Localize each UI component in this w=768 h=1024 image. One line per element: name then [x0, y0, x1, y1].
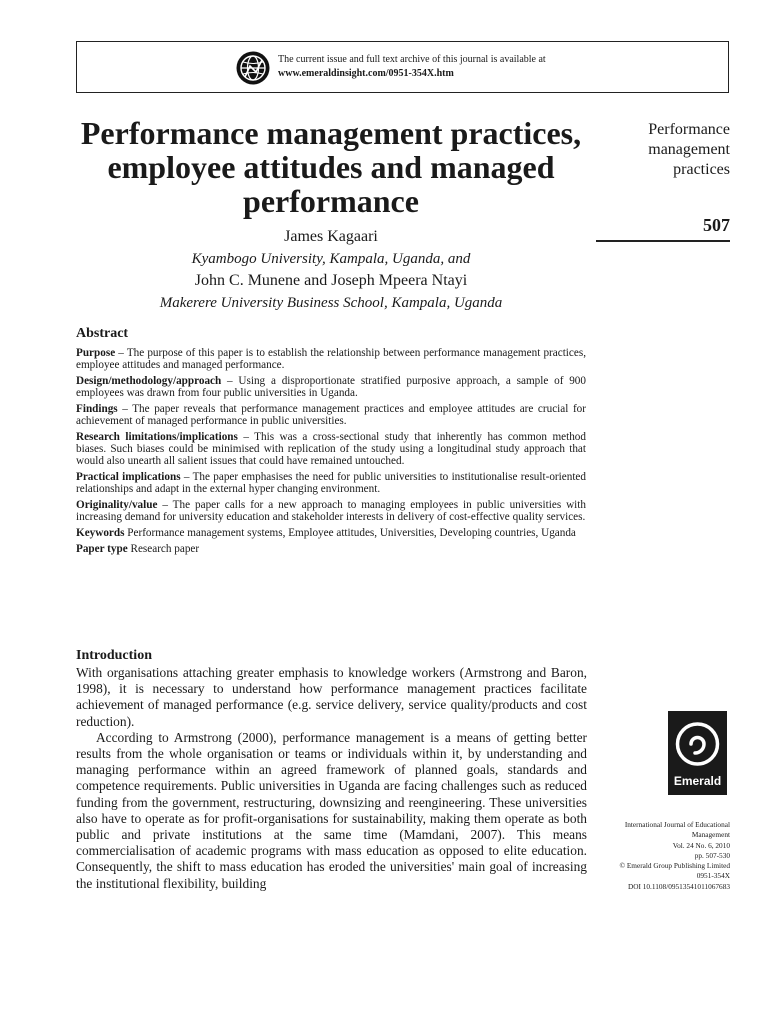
abstract-purpose: [76, 347, 586, 371]
emerald-logo: [668, 711, 727, 795]
section-text: – The paper reveals that performance management practices and employee attitudes are crucial for achievement of managed performance in public universities.: [76, 403, 586, 427]
logo-wordmark: Emerald: [673, 774, 722, 788]
abstract-heading: Abstract: [76, 326, 129, 341]
section-label: Practical implications: [76, 471, 181, 483]
section-label: Keywords: [76, 527, 125, 539]
notice-line: The current issue and full text archive of this journal is available at: [278, 54, 546, 65]
journal-availability-notice: [76, 41, 729, 93]
journal-citation-info: [580, 820, 730, 892]
abstract-keywords: [76, 527, 586, 539]
author-block: [76, 226, 586, 314]
running-head-line: practices: [673, 161, 730, 178]
section-label: Findings: [76, 403, 118, 415]
section-text: Performance management systems, Employee attitudes, Universities, Developing countries, Uganda: [124, 527, 576, 539]
section-text: Research paper: [127, 543, 200, 555]
running-head-line: management: [648, 141, 730, 158]
author-affiliation: Kyambogo University, Kampala, Uganda, and: [191, 251, 471, 267]
journal-info-line: 0951-354X: [696, 871, 730, 881]
journal-info-line: pp. 507-530: [694, 850, 730, 860]
section-label: Paper type: [76, 543, 128, 555]
abstract-design: [76, 375, 586, 399]
abstract-limitations: [76, 431, 586, 467]
section-text: – The paper calls for a new approach to managing employees in public universities with increasing demand for university education and stakeholder interests in delivery of cost-effective quality services.: [76, 499, 586, 523]
introduction-section: [76, 648, 587, 892]
author-name: James Kagaari: [284, 228, 378, 245]
journal-info-line: © Emerald Group Publishing Limited: [619, 861, 730, 871]
section-label: Design/methodology/approach: [76, 375, 222, 387]
section-label: Originality/value: [76, 499, 158, 511]
section-text: – The purpose of this paper is to establish the relationship between performance management practices, employee attitudes and managed performance.: [76, 347, 586, 371]
section-label: Research limitations/implications: [76, 431, 238, 443]
page-number-rule: [596, 240, 730, 242]
abstract-findings: [76, 403, 586, 427]
page-number: 507: [703, 215, 730, 235]
section-text: – Using a disproportionate stratified purposive approach, a sample of 900 employees was drawn from four public universities in Uganda.: [76, 375, 586, 399]
abstract-paper-type: [76, 543, 586, 555]
body-paragraph: With organisations attaching greater emphasis to knowledge workers (Armstrong and Baron, 1998), it is necessary to understand how performance management practices facilitate achievement of managed performance (e.g. service delivery, service quality/products and cost reduction).: [76, 665, 587, 729]
notice-text: [278, 53, 546, 81]
author-name: John C. Munene and Joseph Mpeera Ntayi: [194, 272, 468, 289]
section-label: Purpose: [76, 347, 116, 359]
body-paragraph: According to Armstrong (2000), performance management is a means of getting better results from the whole organisation or teams or individuals within it, by understanding and managing performance within an agreed framework of planned goals, standards and competence requirements. Public universities in Uganda are facing challenges such as reduced funding from the government, restructuring, downsizing and reengineering. These universities also have to operate as for profit-organisations for sustainability, making them operate as both public and private institutions at the same time (Mamdani, 2007). This means commercialisation of academic programs with mass education as opposed to elite education. Consequently, the shift to mass education has eroded the universities' main goal of increasing the institutional flexibility, building: [76, 729, 587, 891]
globe-icon: [236, 51, 270, 85]
running-head-line: Performance: [648, 121, 730, 138]
running-head: [570, 120, 730, 180]
journal-info-line: International Journal of Educational: [624, 820, 730, 829]
article-title: Performance management practices, employee attitudes and managed performance: [80, 115, 582, 219]
journal-info-line: Management: [691, 830, 730, 840]
journal-info-line: Vol. 24 No. 6, 2010: [672, 840, 730, 850]
journal-doi: DOI 10.1108/09513541011067683: [627, 881, 730, 891]
author-affiliation: Makerere University Business School, Kampala, Uganda: [159, 295, 503, 311]
journal-url-link[interactable]: www.emeraldinsight.com/0951-354X.htm: [278, 68, 454, 79]
abstract-section: [76, 326, 586, 559]
abstract-originality: [76, 499, 586, 523]
abstract-practical: [76, 471, 586, 495]
section-text: – The paper emphasises the need for public universities to institutionalise result-oriented relationships and adapt in the external hyper changing environment.: [76, 471, 586, 495]
section-text: – This was a cross-sectional study that inherently has common method biases. Such biases could be minimised with replication of the study using a longitudinal study approach that would also unearth all salient issues that could have remained untouched.: [76, 431, 586, 467]
introduction-heading: Introduction: [76, 648, 152, 663]
